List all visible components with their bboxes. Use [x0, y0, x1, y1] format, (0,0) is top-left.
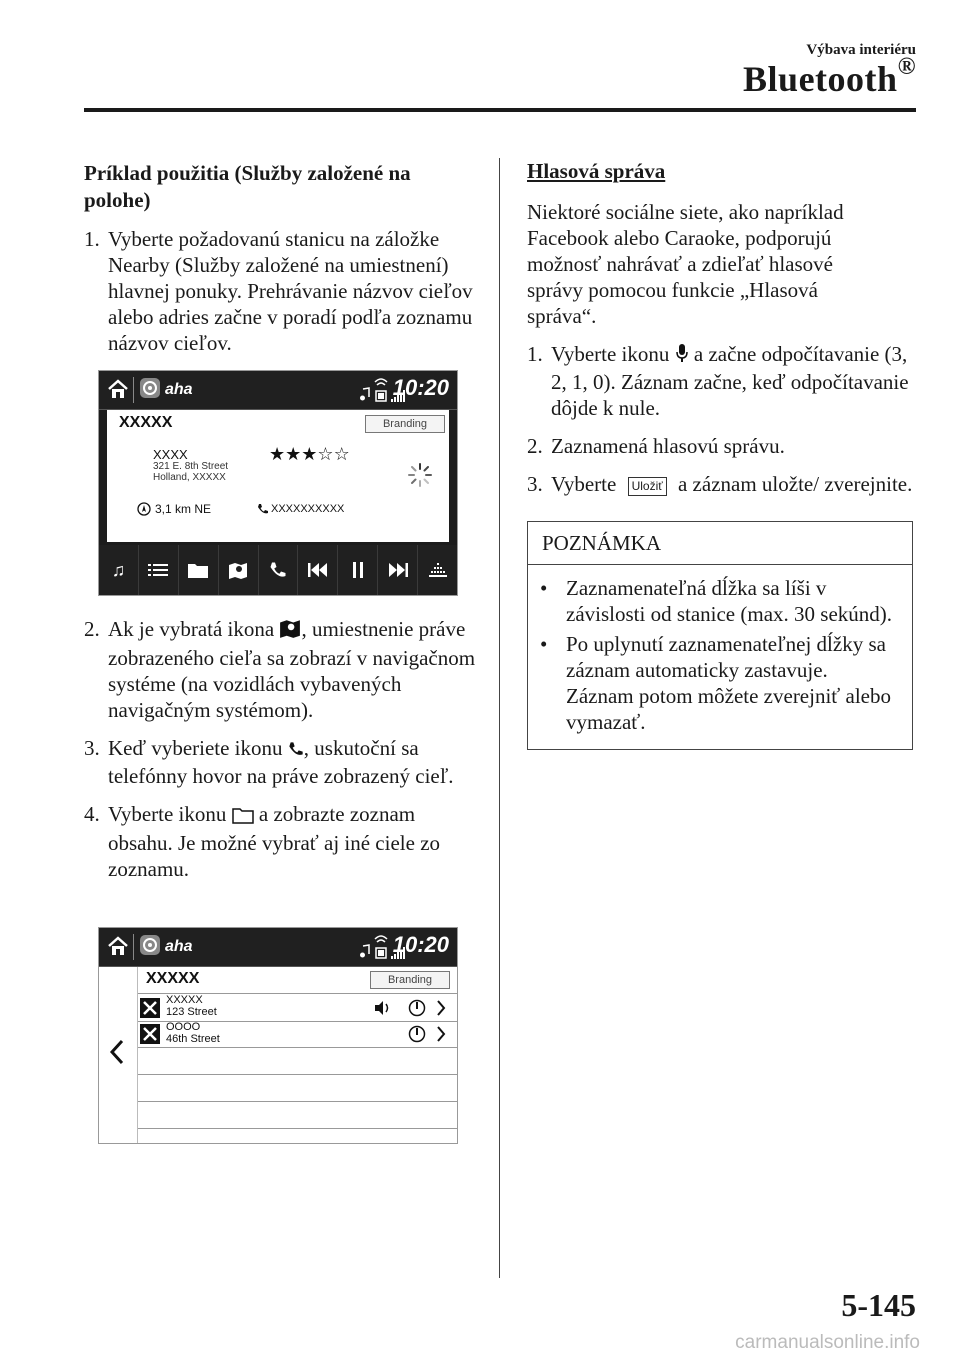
folder-icon[interactable] [179, 545, 219, 595]
list-item-title: OOOO [166, 1021, 201, 1033]
phone-icon [288, 737, 304, 763]
aha-station-screen [98, 370, 458, 596]
watermark: carmanualsonline.info [735, 1332, 920, 1353]
intro-paragraph: Niektoré sociálne siete, ako napríklad Facebook alebo Caraoke, podporujú možnosť nahrávať a zdieľať hlasové správy pomocou funkcie „Hlasová správa“. [527, 200, 844, 328]
list-item-title: XXXXX [166, 994, 203, 1006]
screen-top-bar [99, 371, 457, 410]
home-icon[interactable] [107, 936, 129, 961]
column-divider [499, 158, 500, 1278]
right-heading: Hlasová správa [527, 159, 666, 183]
step-1: 1. Vyberte požadovanú stanicu na záložke Nearby (Služby založené na umiestnení) hlavnej ponuky. Prehrávanie názvov cieľov alebo adries začne v poradí podľa zoznamu názvov cieľov. [84, 227, 473, 355]
music-note-icon[interactable]: ♫ [99, 545, 139, 595]
list-divider [138, 1101, 457, 1102]
destination-name: XXXX [153, 447, 188, 462]
note-item: • Po uplynutí zaznamenateľnej dĺžky sa záznam automaticky zastavuje. Záznam potom môžete zverejniť alebo vymazať. [540, 632, 891, 735]
list-item-subtitle: 123 Street [166, 1006, 217, 1018]
aha-list-screen [98, 927, 458, 1144]
chevron-right-icon[interactable] [436, 1025, 446, 1048]
star-empty-icon: ☆ [333, 444, 350, 464]
left-column [84, 160, 484, 356]
map-icon [279, 617, 301, 645]
right-column [527, 158, 917, 750]
screen-top-bar [99, 928, 457, 967]
wifi-icon [373, 932, 389, 967]
step-2: 2. Ak je vybratá ikona , umiestnenie práve zobrazeného cieľa sa zobrazí v navigačnom systéme (na vozidlách vybavených navigačným systémom). [84, 617, 476, 723]
save-button: Uložiť [628, 477, 667, 496]
list-divider [138, 1128, 457, 1129]
home-icon[interactable] [107, 379, 129, 404]
thumbnail-placeholder-icon [140, 998, 160, 1023]
voice-step-3: 3. Vyberte Uložiť a záznam uložte/ zverejnite. [527, 472, 913, 497]
navigate-icon[interactable] [137, 502, 151, 521]
list-panel [138, 967, 457, 1143]
station-name: XXXXX [119, 414, 173, 431]
station-panel [107, 410, 449, 542]
loading-spinner-icon [407, 462, 433, 493]
equalizer-icon[interactable] [418, 545, 457, 595]
branding-badge: Branding [365, 415, 445, 433]
step-3: 3. Keď vyberiete ikonu , uskutoční sa telefónny hovor na práve zobrazený cieľ. [84, 736, 454, 789]
page-number: 5-145 [841, 1287, 916, 1323]
note-title: POZNÁMKA [528, 522, 912, 565]
back-chevron-icon[interactable] [109, 1039, 125, 1070]
chevron-right-icon[interactable] [436, 999, 446, 1022]
list-item-subtitle: 46th Street [166, 1033, 220, 1045]
section-label: Výbava interiéru [806, 42, 916, 58]
list-item[interactable] [138, 1021, 457, 1048]
previous-track-icon[interactable] [298, 545, 338, 595]
control-bar [99, 545, 457, 595]
note-box [527, 521, 913, 750]
map-icon[interactable] [219, 545, 259, 595]
header-rule [84, 108, 916, 112]
back-column [99, 967, 138, 1143]
folder-icon [232, 804, 254, 830]
note-item: • Zaznamenateľná dĺžka sa líši v závislosti od stanice (max. 30 sekúnd). [540, 576, 893, 627]
address-line-2: Holland, XXXXX [153, 472, 226, 483]
list-item[interactable] [138, 993, 457, 1022]
distance: 3,1 km NE [155, 502, 212, 516]
aha-logo-icon [139, 934, 161, 961]
phone-icon[interactable] [257, 502, 269, 520]
phone-icon[interactable] [259, 545, 299, 595]
wifi-icon [373, 375, 389, 410]
info-icon[interactable] [408, 1025, 426, 1048]
step-4: 4. Vyberte ikonu a zobrazte zoznam obsahu. Je možné vybrať aj iné ciele zo zoznamu. [84, 802, 441, 881]
star-empty-icon: ☆ [317, 444, 334, 464]
music-note-icon [359, 944, 371, 963]
star-filled-icon: ★ [301, 444, 318, 464]
list-divider [138, 1074, 457, 1075]
star-rating [269, 444, 350, 465]
voice-step-1: 1. Vyberte ikonu a začne odpočítavanie (3, 2, 1, 0). Záznam začne, keď odpočítavanie dôjde k nule. [527, 342, 909, 421]
aha-logo-icon [139, 377, 161, 404]
next-track-icon[interactable] [378, 545, 418, 595]
clock: 10:20 [392, 932, 449, 957]
branding-badge: Branding [370, 971, 450, 989]
music-note-icon [359, 387, 371, 406]
clock: 10:20 [392, 375, 449, 400]
address-line-1: 321 E. 8th Street [153, 461, 229, 472]
star-filled-icon: ★ [269, 444, 286, 464]
app-name: aha [165, 938, 193, 955]
speaker-icon [374, 1000, 392, 1021]
left-heading: Príklad použitia (Služby založené na polohe) [84, 161, 411, 212]
microphone-icon [675, 343, 689, 369]
station-name: XXXXX [146, 970, 200, 987]
list-icon[interactable] [139, 545, 179, 595]
info-icon[interactable] [408, 999, 426, 1022]
voice-step-2: 2. Zaznamená hlasovú správu. [527, 434, 785, 459]
thumbnail-placeholder-icon [140, 1024, 160, 1049]
app-name: aha [165, 381, 193, 398]
page-title: Bluetooth® [743, 54, 916, 99]
star-filled-icon: ★ [285, 444, 302, 464]
phone-number: XXXXXXXXXX [271, 503, 345, 515]
left-steps [84, 616, 484, 882]
pause-icon[interactable] [338, 545, 378, 595]
